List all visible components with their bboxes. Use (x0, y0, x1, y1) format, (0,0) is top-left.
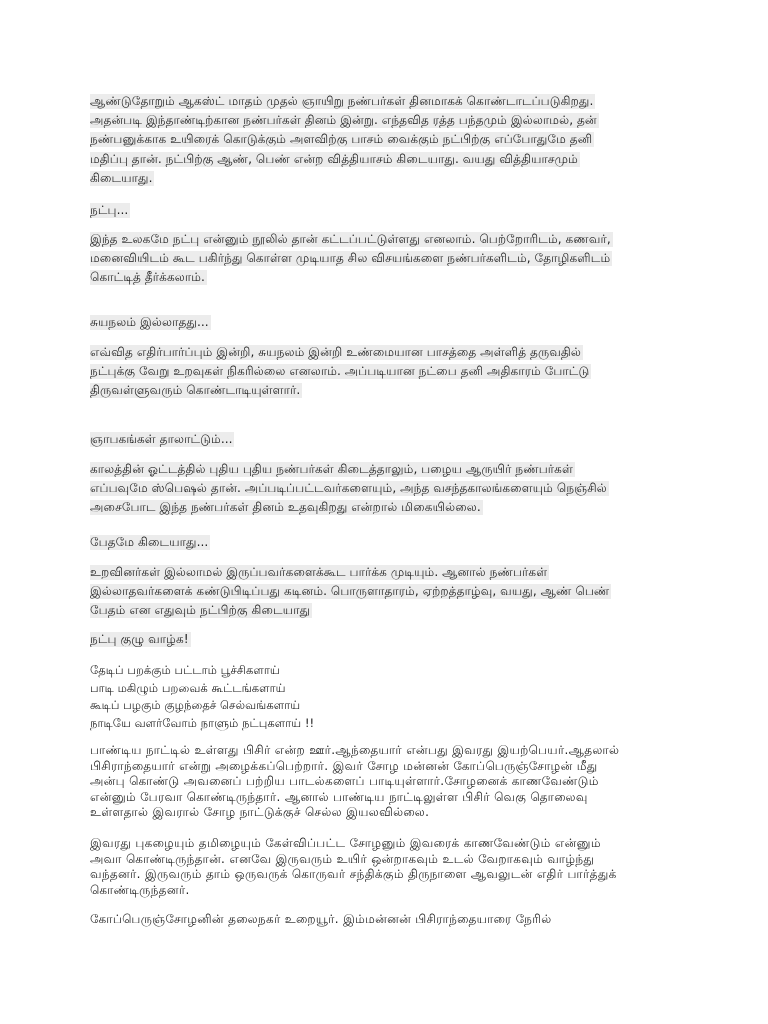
text-line: இவரது புகழையும் தமிழையும் கேள்விப்பட்ட சோழனும் இவரைக் காணவேண்டும் என்னும் (90, 836, 601, 850)
text-line: என்னும் பேரவா கொண்டிருந்தார். ஆனால் பாண்டிய நாட்டிலுள்ள பிசிர் வெகு தொலைவு (90, 789, 588, 804)
text-line: கொட்டித் தீர்க்கலாம். (90, 270, 205, 285)
pandiya-paragraph (90, 743, 690, 821)
pugazh-paragraph (90, 836, 690, 898)
poem-line: நாடியே வளர்வோம் நாளும் நட்புகளாய் !! (90, 715, 315, 730)
text-line: இல்லாதவர்களைக் கண்டுபிடிப்பது கடினம். பொருளாதாரம், ஏற்றத்தாழ்வு, வயது, ஆண் பெண் (90, 584, 610, 599)
text-line: அசைபோட இந்த நண்பர்கள் தினம் உதவுகிறது என்றால் மிகையில்லை. (90, 500, 481, 515)
bedhame-heading: பேதமே கிடையாது... (90, 535, 209, 549)
text-line: நட்புக்கு வேறு உறவுகள் நிகரில்லை எனலாம். அப்படியான நட்பை தனி அதிகாரம் போட்டு (90, 364, 590, 379)
text-line: வந்தனர். இருவரும் தாம் ஒருவருக் கொருவர் சந்திக்கும் திருநாளை ஆவலுடன் எதிர் பார்த்துக் (90, 867, 617, 882)
intro-paragraph (90, 92, 690, 188)
suyanalam-paragraph (90, 343, 690, 401)
vazhga-heading: நட்பு குழு வாழ்க! (90, 632, 189, 646)
text-line: உறவினர்கள் இல்லாமல் இருப்பவர்களைக்கூட பார்க்க முடியும். ஆனால் நண்பர்கள் (90, 565, 548, 579)
text-line: பாண்டிய நாட்டில் உள்ளது பிசிர் என்ற ஊர்.ஆந்தையார் என்பது இவரது இயற்பெயர்.ஆதலால் (90, 743, 620, 757)
text-line: எப்பவுமே ஸ்பெஷல் தான். அப்படிப்பட்டவர்களையும், அந்த வசந்தகாலங்களையும் நெஞ்சில் (90, 481, 607, 496)
text-line: இந்த உலகமே நட்பு என்னும் நூலில் தான் கட்டப்பட்டுள்ளது எனலாம். பெற்றோரிடம், கணவர், (90, 232, 611, 246)
text-line: பேதம் என எதுவும் நட்பிற்கு கிடையாது (90, 603, 311, 618)
text-line: மதிப்பு தான். நட்பிற்கு ஆண், பெண் என்ற வித்தியாசம் கிடையாது. வயது வித்தியாசமும் (90, 151, 578, 166)
text-line: கிடையாது. (90, 170, 153, 185)
text-line: மனைவியிடம் கூட பகிர்ந்து கொள்ள முடியாத சில விசயங்களை நண்பர்களிடம், தோழிகளிடம் (90, 251, 611, 266)
poem (90, 662, 690, 732)
bedhame-paragraph (90, 563, 690, 621)
gnabagangal-paragraph (90, 460, 690, 518)
text-line: அதன்படி இந்தாண்டிற்கான நண்பர்கள் தினம் இன்று. எந்தவித ரத்த பந்தமும் இல்லாமல், தன் (90, 113, 597, 128)
text-line: அவா கொண்டிருந்தான். எனவே இருவரும் உயிர் ஒன்றாகவும் உடல் வேறாகவும் வாழ்ந்து (90, 851, 595, 866)
text-line: நண்பனுக்காக உயிரைக் கொடுக்கும் அளவிற்கு பாசம் வைக்கும் நட்பிற்கு எப்போதுமே தனி (90, 132, 593, 147)
text-line: அன்பு கொண்டு அவனைப் பற்றிய பாடல்களைப் பாடியுள்ளார்.சோழனைக் காணவேண்டும் (90, 774, 599, 789)
poem-line: பாடி மகிழும் பறவைக் கூட்டங்களாய் (90, 680, 286, 695)
suyanalam-heading: சுயநலம் இல்லாதது... (90, 315, 209, 329)
kopperun-paragraph (90, 912, 690, 928)
text-line: எவ்வித எதிர்பார்ப்பும் இன்றி, சுயநலம் இன்றி உண்மையான பாசத்தை அள்ளித் தருவதில் (90, 345, 582, 359)
text-line: கொண்டிருந்தனர். (90, 882, 190, 897)
text-line: கோப்பெருஞ்சோழனின் தலைநகர் உறையூர். இம்மன்னன் பிசிராந்தையாரை நேரில் (90, 912, 552, 926)
natpu-paragraph (90, 230, 690, 288)
natpu-heading: நட்பு... (90, 203, 129, 217)
text-line: திருவள்ளுவரும் கொண்டாடியுள்ளார். (90, 383, 301, 398)
text-line: உள்ளதால் இவரால் சோழ நாட்டுக்குச் செல்ல இயலவில்லை. (90, 805, 430, 820)
text-line: காலத்தின் ஓட்டத்தில் புதிய புதிய நண்பர்கள் கிடைத்தாலும், பழைய ஆருயிர் நண்பர்கள் (90, 462, 573, 476)
text-line: ஆண்டுதோறும் ஆகஸ்ட் மாதம் முதல் ஞாயிறு நண்பர்கள் தினமாகக் கொண்டாடப்படுகிறது. (90, 94, 594, 108)
gnabagangal-heading: ஞாபகங்கள் தாலாட்டும்... (90, 432, 233, 446)
poem-line: கூடிப் பழகும் குழந்தைச் செல்வங்களாய் (90, 698, 301, 713)
text-line: பிசிராந்தையார் என்று அழைக்கப்பெற்றார். இவர் சோழ மன்னன் கோப்பெருஞ்சோழன் மீது (90, 758, 598, 773)
poem-line: தேடிப் பறக்கும் பட்டாம் பூச்சிகளாய் (90, 663, 280, 677)
